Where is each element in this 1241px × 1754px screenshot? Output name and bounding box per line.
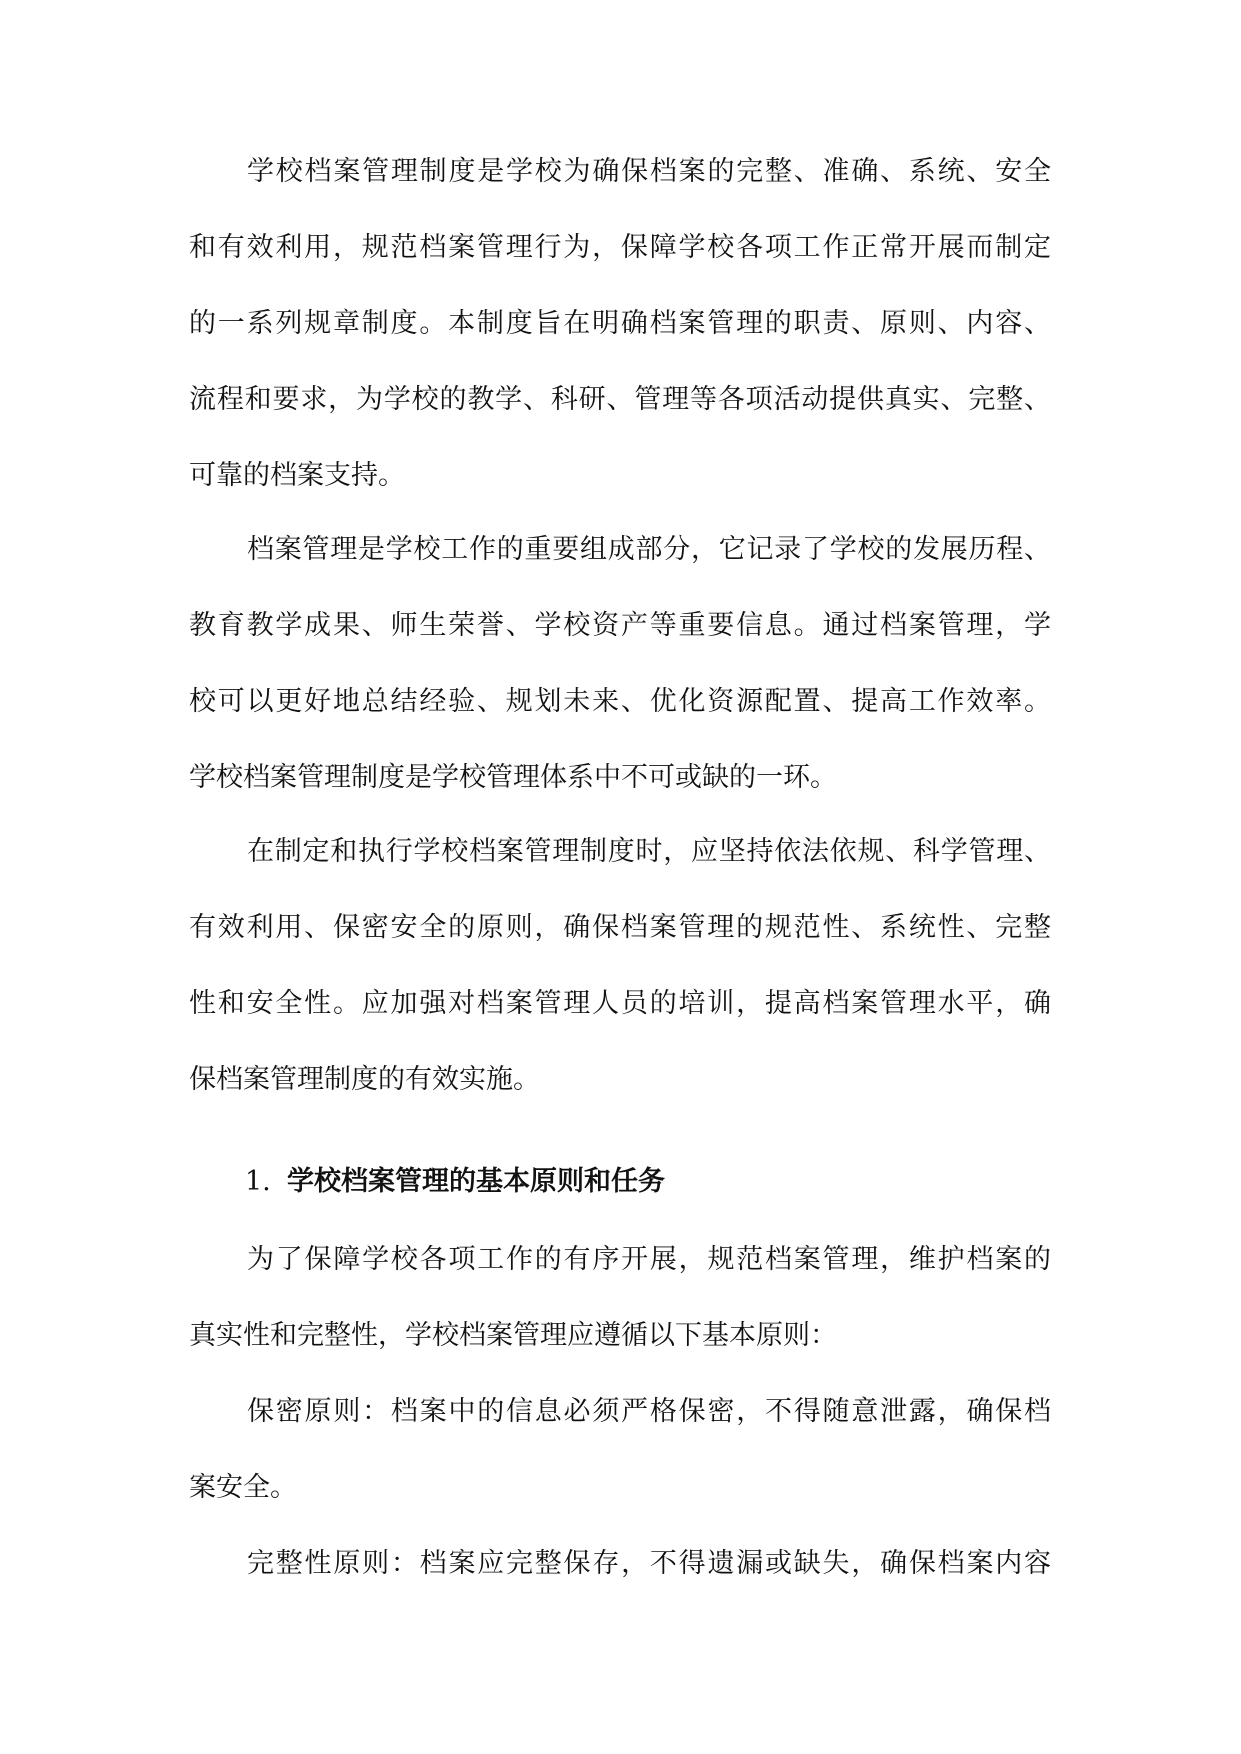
paragraph-line: 案安全。 <box>189 1472 297 1503</box>
paragraph-line: 校可以更好地总结经验、规划未来、优化资源配置、提高工作效率。 <box>189 686 1051 717</box>
paragraph-line: 教育教学成果、师生荣誉、学校资产等重要信息。通过档案管理，学 <box>189 610 1051 641</box>
paragraph-line: 保密原则：档案中的信息必须严格保密，不得随意泄露，确保档 <box>247 1396 1051 1427</box>
paragraph-line: 性和安全性。应加强对档案管理人员的培训，提高档案管理水平，确 <box>189 988 1051 1019</box>
paragraph-line: 完整性原则：档案应完整保存，不得遗漏或缺失，确保档案内容 <box>247 1548 1051 1579</box>
paragraph-line: 的一系列规章制度。本制度旨在明确档案管理的职责、原则、内容、 <box>189 308 1051 339</box>
paragraph-line: 有效利用、保密安全的原则，确保档案管理的规范性、系统性、完整 <box>189 912 1051 943</box>
paragraph-line: 档案管理是学校工作的重要组成部分，它记录了学校的发展历程、 <box>247 534 1051 565</box>
paragraph-line: 真实性和完整性，学校档案管理应遵循以下基本原则： <box>189 1320 837 1351</box>
paragraph-line: 在制定和执行学校档案管理制度时，应坚持依法依规、科学管理、 <box>247 836 1051 867</box>
paragraph-line: 和有效利用，规范档案管理行为，保障学校各项工作正常开展而制定 <box>189 232 1051 263</box>
paragraph-line: 保档案管理制度的有效实施。 <box>189 1064 540 1095</box>
section-title: 学校档案管理的基本原则和任务 <box>287 1166 665 1197</box>
paragraph-line: 学校档案管理制度是学校管理体系中不可或缺的一环。 <box>189 762 837 793</box>
paragraph-line: 流程和要求，为学校的教学、科研、管理等各项活动提供真实、完整、 <box>189 384 1051 415</box>
paragraph-line: 可靠的档案支持。 <box>189 460 405 491</box>
section-heading <box>245 1162 665 1202</box>
section-number: 1. <box>245 1166 271 1197</box>
paragraph-line: 为了保障学校各项工作的有序开展，规范档案管理，维护档案的 <box>247 1244 1051 1275</box>
paragraph-line: 学校档案管理制度是学校为确保档案的完整、准确、系统、安全 <box>247 156 1051 187</box>
